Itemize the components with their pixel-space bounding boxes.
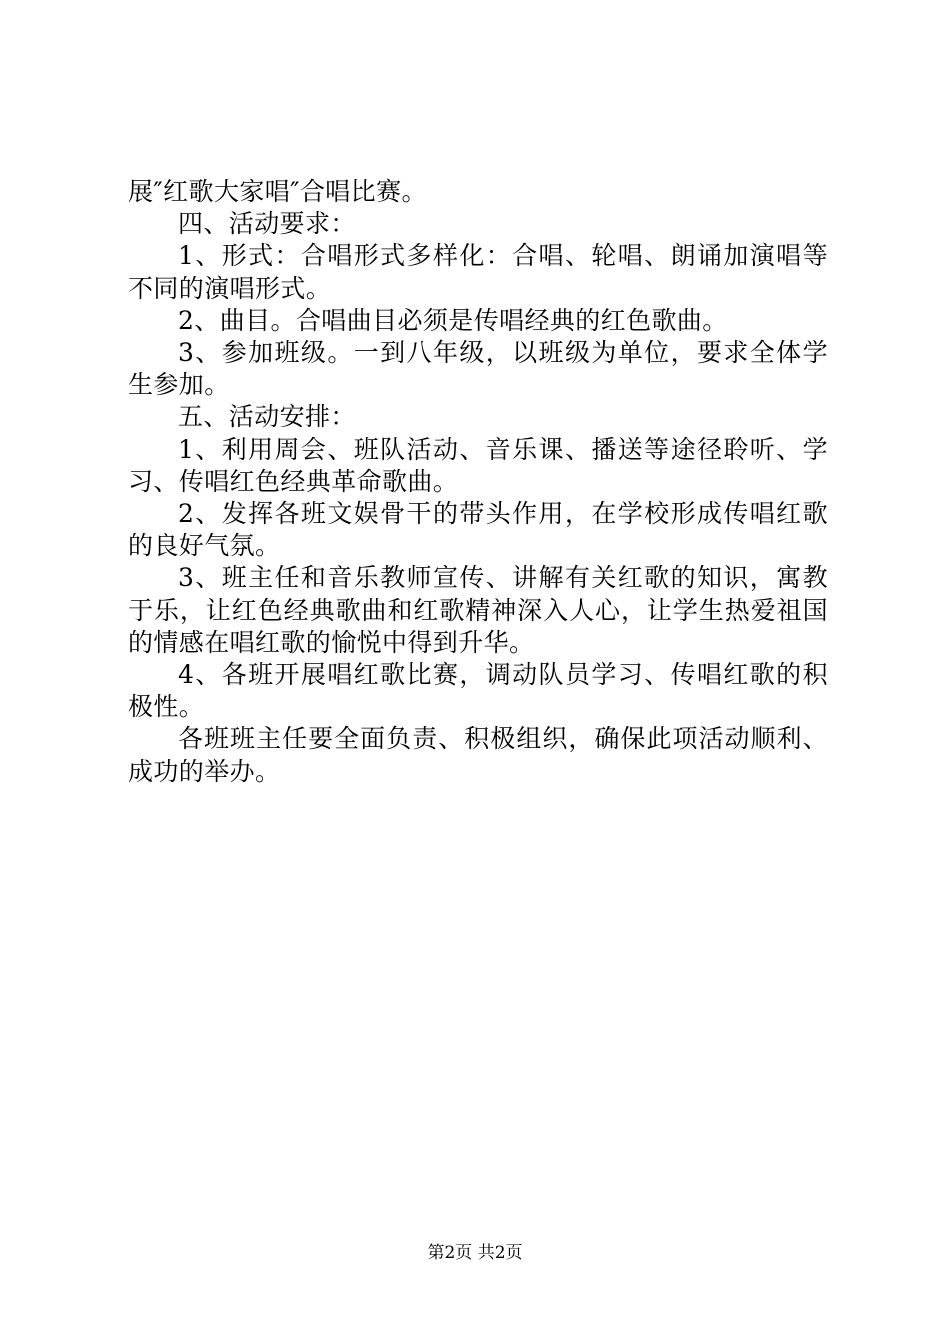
paragraph-arrangement-1: 1、利用周会、班队活动、音乐课、播送等途径聆听、学习、传唱红色经典革命歌曲。 bbox=[128, 434, 828, 496]
page-footer: 第2页 共2页 bbox=[427, 1243, 523, 1263]
section-heading-requirements: 四、活动要求： bbox=[178, 209, 356, 239]
paragraph-requirement-classes: 3、参加班级。一到八年级，以班级为单位，要求全体学生参加。 bbox=[128, 338, 828, 400]
document-body bbox=[128, 176, 828, 788]
paragraph-arrangement-2: 2、发挥各班文娱骨干的带头作用，在学校形成传唱红歌的良好气氛。 bbox=[128, 499, 828, 561]
paragraph-1: 展″红歌大家唱″合唱比赛。 bbox=[128, 177, 427, 206]
paragraph-arrangement-3: 3、班主任和音乐教师宣传、讲解有关红歌的知识，寓教于乐，让红色经典歌曲和红歌精神深入人心，让学生热爱祖国的情感在唱红歌的愉悦中得到升华。 bbox=[128, 563, 828, 657]
paragraph-requirement-form: 1、形式：合唱形式多样化：合唱、轮唱、朗诵加演唱等不同的演唱形式。 bbox=[128, 241, 828, 303]
section-heading-arrangements: 五、活动安排： bbox=[178, 402, 356, 432]
paragraph-closing: 各班班主任要全面负责、积极组织，确保此项活动顺利、成功的举办。 bbox=[128, 724, 828, 786]
paragraph-arrangement-4: 4、各班开展唱红歌比赛，调动队员学习、传唱红歌的积极性。 bbox=[128, 660, 828, 722]
paragraph-requirement-songs: 2、曲目。合唱曲目必须是传唱经典的红色歌曲。 bbox=[178, 305, 728, 335]
